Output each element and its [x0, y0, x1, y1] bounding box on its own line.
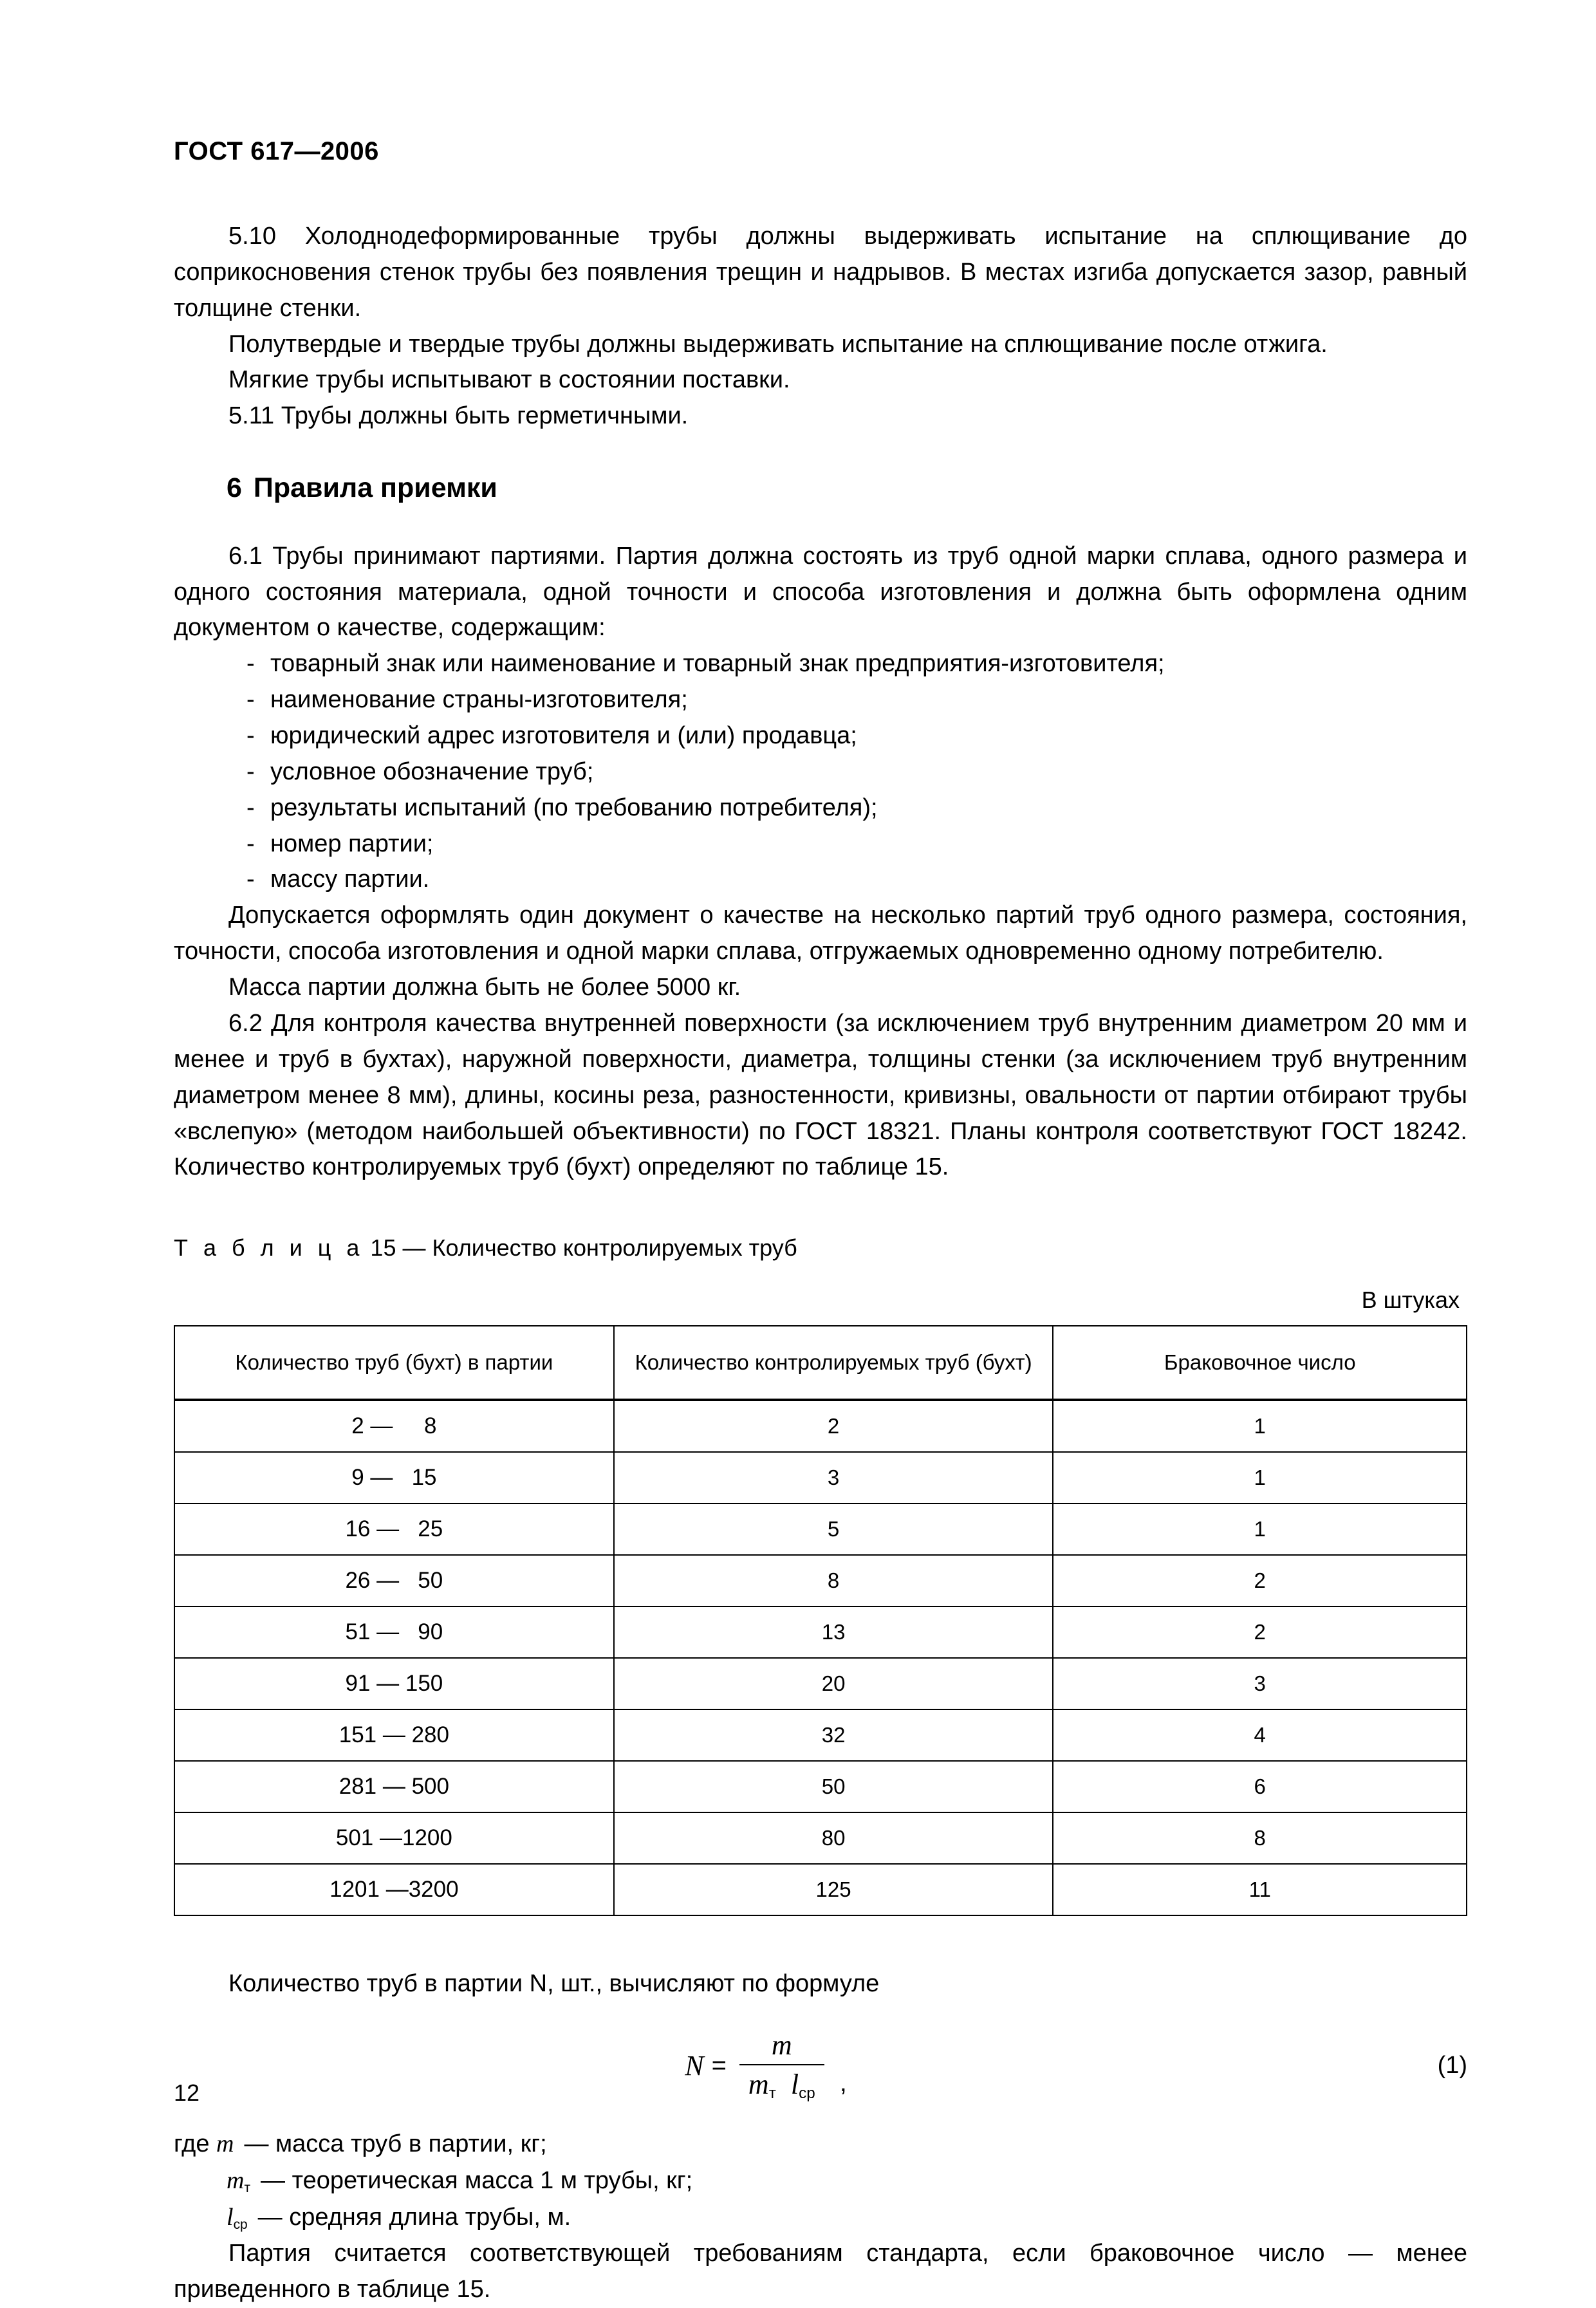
cell-range [174, 1452, 614, 1503]
cell-range [174, 1503, 614, 1555]
cell-reject: 4 [1053, 1709, 1467, 1761]
paragraph-semihard-tubes: Полутвердые и твердые трубы должны выдерживать испытание на сплющивание после отжига. [228, 330, 1328, 358]
cell-reject: 2 [1053, 1555, 1467, 1606]
definition-row [174, 2163, 1467, 2199]
cell-range [174, 1555, 614, 1606]
range-value: 151 — 280 [339, 1722, 449, 1747]
document-requirements-list [174, 646, 1467, 898]
cell-controlled: 13 [614, 1606, 1053, 1658]
definition-text: — теоретическая масса 1 м трубы, кг; [261, 2167, 693, 2195]
definition-row [174, 2199, 1467, 2236]
table-row [174, 1400, 1467, 1452]
cell-controlled: 80 [614, 1812, 1053, 1864]
subscript-t: т [768, 2085, 776, 2103]
table-row [174, 1658, 1467, 1709]
table-caption-word: Т а б л и ц а [174, 1234, 364, 1261]
cell-range [174, 1709, 614, 1761]
cell-controlled: 20 [614, 1658, 1053, 1709]
table-caption-dash: — [402, 1234, 426, 1261]
cell-range [174, 1606, 614, 1658]
table-header-row [174, 1326, 1467, 1400]
page-number: 12 [174, 2080, 200, 2106]
definition-symbol: где m [174, 2130, 234, 2158]
list-item: - товарный знак или наименование и товарный знак предприятия-изготовителя; [174, 646, 1467, 682]
paragraph-lot-conformance: Партия считается соответствующей требованиям стандарта, если браковочное число — менее приведенного в таблице 15. [174, 2240, 1467, 2303]
cell-reject: 1 [1053, 1400, 1467, 1452]
cell-reject: 1 [1053, 1452, 1467, 1503]
formula-equals-sign: = [711, 2051, 727, 2080]
cell-controlled: 2 [614, 1400, 1053, 1452]
cell-controlled: 50 [614, 1761, 1053, 1812]
definition-symbol: $l_{ср}$ [227, 2204, 248, 2233]
cell-range [174, 1864, 614, 1915]
cell-range [174, 1812, 614, 1864]
column-header-reject-number: Браковочное число [1053, 1326, 1467, 1400]
standard-header: ГОСТ 617—2006 [174, 137, 379, 165]
formula-lhs: N [685, 2050, 704, 2082]
table-row [174, 1555, 1467, 1606]
range-value: 1201 —3200 [329, 1876, 459, 1902]
paragraph-soft-tubes: Мягкие трубы испытывают в состоянии поставки. [228, 366, 790, 394]
column-header-lot-quantity: Количество труб (бухт) в партии [174, 1326, 614, 1400]
definition-row [174, 2126, 1467, 2163]
formula-lead-in: Количество труб в партии N, шт., вычисляют по формуле [228, 1969, 880, 1997]
formula-expression [685, 2029, 847, 2103]
column-header-controlled-quantity: Количество контролируемых труб (бухт) [614, 1326, 1053, 1400]
range-value: 9 — 15 [351, 1464, 437, 1490]
cell-range [174, 1400, 614, 1452]
table-caption-title: Количество контролируемых труб [432, 1234, 797, 1261]
list-item: - юридический адрес изготовителя и (или) продавца; [174, 718, 1467, 754]
table-row [174, 1761, 1467, 1812]
cell-reject: 2 [1053, 1606, 1467, 1658]
range-value: 51 — 90 [345, 1619, 443, 1644]
list-item: - номер партии; [174, 826, 1467, 862]
list-item: - наименование страны-изготовителя; [174, 682, 1467, 718]
paragraph-mass-limit: Масса партии должна быть не более 5000 кг. [228, 974, 741, 1001]
paragraph-single-document: Допускается оформлять один документ о качестве на несколько партий труб одного размера, состояния, точности, способа изготовления и одной марки сплава, отгружаемых одновременно одному потребителю. [174, 902, 1467, 965]
table-row [174, 1452, 1467, 1503]
paragraph-5-11: 5.11 Трубы должны быть герметичными. [228, 402, 689, 430]
definition-symbol: $m_т$ [227, 2167, 251, 2196]
cell-controlled: 125 [614, 1864, 1053, 1915]
formula-numerator: m [771, 2029, 792, 2061]
table-row [174, 1709, 1467, 1761]
paragraph-6-2: 6.2 Для контроля качества внутренней поверхности (за исключением труб внутренним диаметром 20 мм и менее и труб в бухтах), наружной поверхности, диаметра, толщины стенки (за исключением труб внутренним диаметром менее 8 мм), длины, косины реза, разностенности, кривизны, овальности от партии отбирают трубы «вслепую» (методом наибольшей объективности) по ГОСТ 18321. Планы контроля соответствуют ГОСТ 18242. Количество контролируемых труб (бухт) определяют по таблице 15. [174, 1009, 1467, 1181]
cell-range [174, 1761, 614, 1812]
cell-controlled: 32 [614, 1709, 1053, 1761]
cell-range [174, 1658, 614, 1709]
cell-reject: 1 [1053, 1503, 1467, 1555]
cell-reject: 11 [1053, 1864, 1467, 1915]
section-title: Правила приемки [253, 472, 497, 504]
list-item: - массу партии. [174, 862, 1467, 898]
formula-fraction [739, 2029, 824, 2103]
range-value: 501 —1200 [335, 1825, 452, 1850]
table-15 [174, 1325, 1467, 1916]
paragraph-6-1: 6.1 Трубы принимают партиями. Партия должна состоять из труб одной марки сплава, одного размера и одного состояния материала, одной точности и способа изготовления и должна быть оформлена одним документом о качестве, содержащим: [174, 542, 1467, 642]
list-item: - условное обозначение труб; [174, 754, 1467, 790]
range-value: 16 — 25 [345, 1516, 443, 1541]
table-row [174, 1503, 1467, 1555]
table-row [174, 1864, 1467, 1915]
range-value: 91 — 150 [345, 1670, 443, 1696]
cell-controlled: 5 [614, 1503, 1053, 1555]
definition-text: — масса труб в партии, кг; [244, 2130, 547, 2158]
denominator-term-mt: $m_т$ [748, 2069, 776, 2103]
cell-controlled: 3 [614, 1452, 1053, 1503]
paragraph-5-10: 5.10 Холоднодеформированные трубы должны выдерживать испытание на сплющивание до соприкосновения стенок трубы без появления трещин и надрывов. В местах изгиба допускается зазор, равный толщине стенки. [174, 223, 1467, 322]
range-value: 281 — 500 [339, 1773, 449, 1799]
formula-block [174, 2029, 1467, 2103]
cell-reject: 3 [1053, 1658, 1467, 1709]
formula-definitions [174, 2126, 1467, 2236]
table-units-label: В штуках [1361, 1286, 1460, 1313]
cell-controlled: 8 [614, 1555, 1053, 1606]
range-value: 26 — 50 [345, 1567, 443, 1593]
section-heading-6 [174, 472, 1467, 505]
subscript-cp: ср [799, 2085, 815, 2103]
table-caption [174, 1232, 1467, 1264]
range-value: 2 — 8 [351, 1413, 437, 1438]
formula-number: (1) [1437, 2052, 1468, 2080]
formula-denominator [739, 2064, 824, 2103]
section-number: 6 [227, 472, 242, 504]
formula-trailing-comma: , [839, 2069, 847, 2098]
denominator-term-lcp: $l_{ср}$ [790, 2069, 815, 2103]
list-item: - результаты испытаний (по требованию потребителя); [174, 790, 1467, 826]
table-caption-number: 15 [370, 1234, 396, 1261]
definition-text: — средняя длина трубы, м. [257, 2204, 571, 2231]
cell-reject: 6 [1053, 1761, 1467, 1812]
table-row [174, 1606, 1467, 1658]
cell-reject: 8 [1053, 1812, 1467, 1864]
table-row [174, 1812, 1467, 1864]
